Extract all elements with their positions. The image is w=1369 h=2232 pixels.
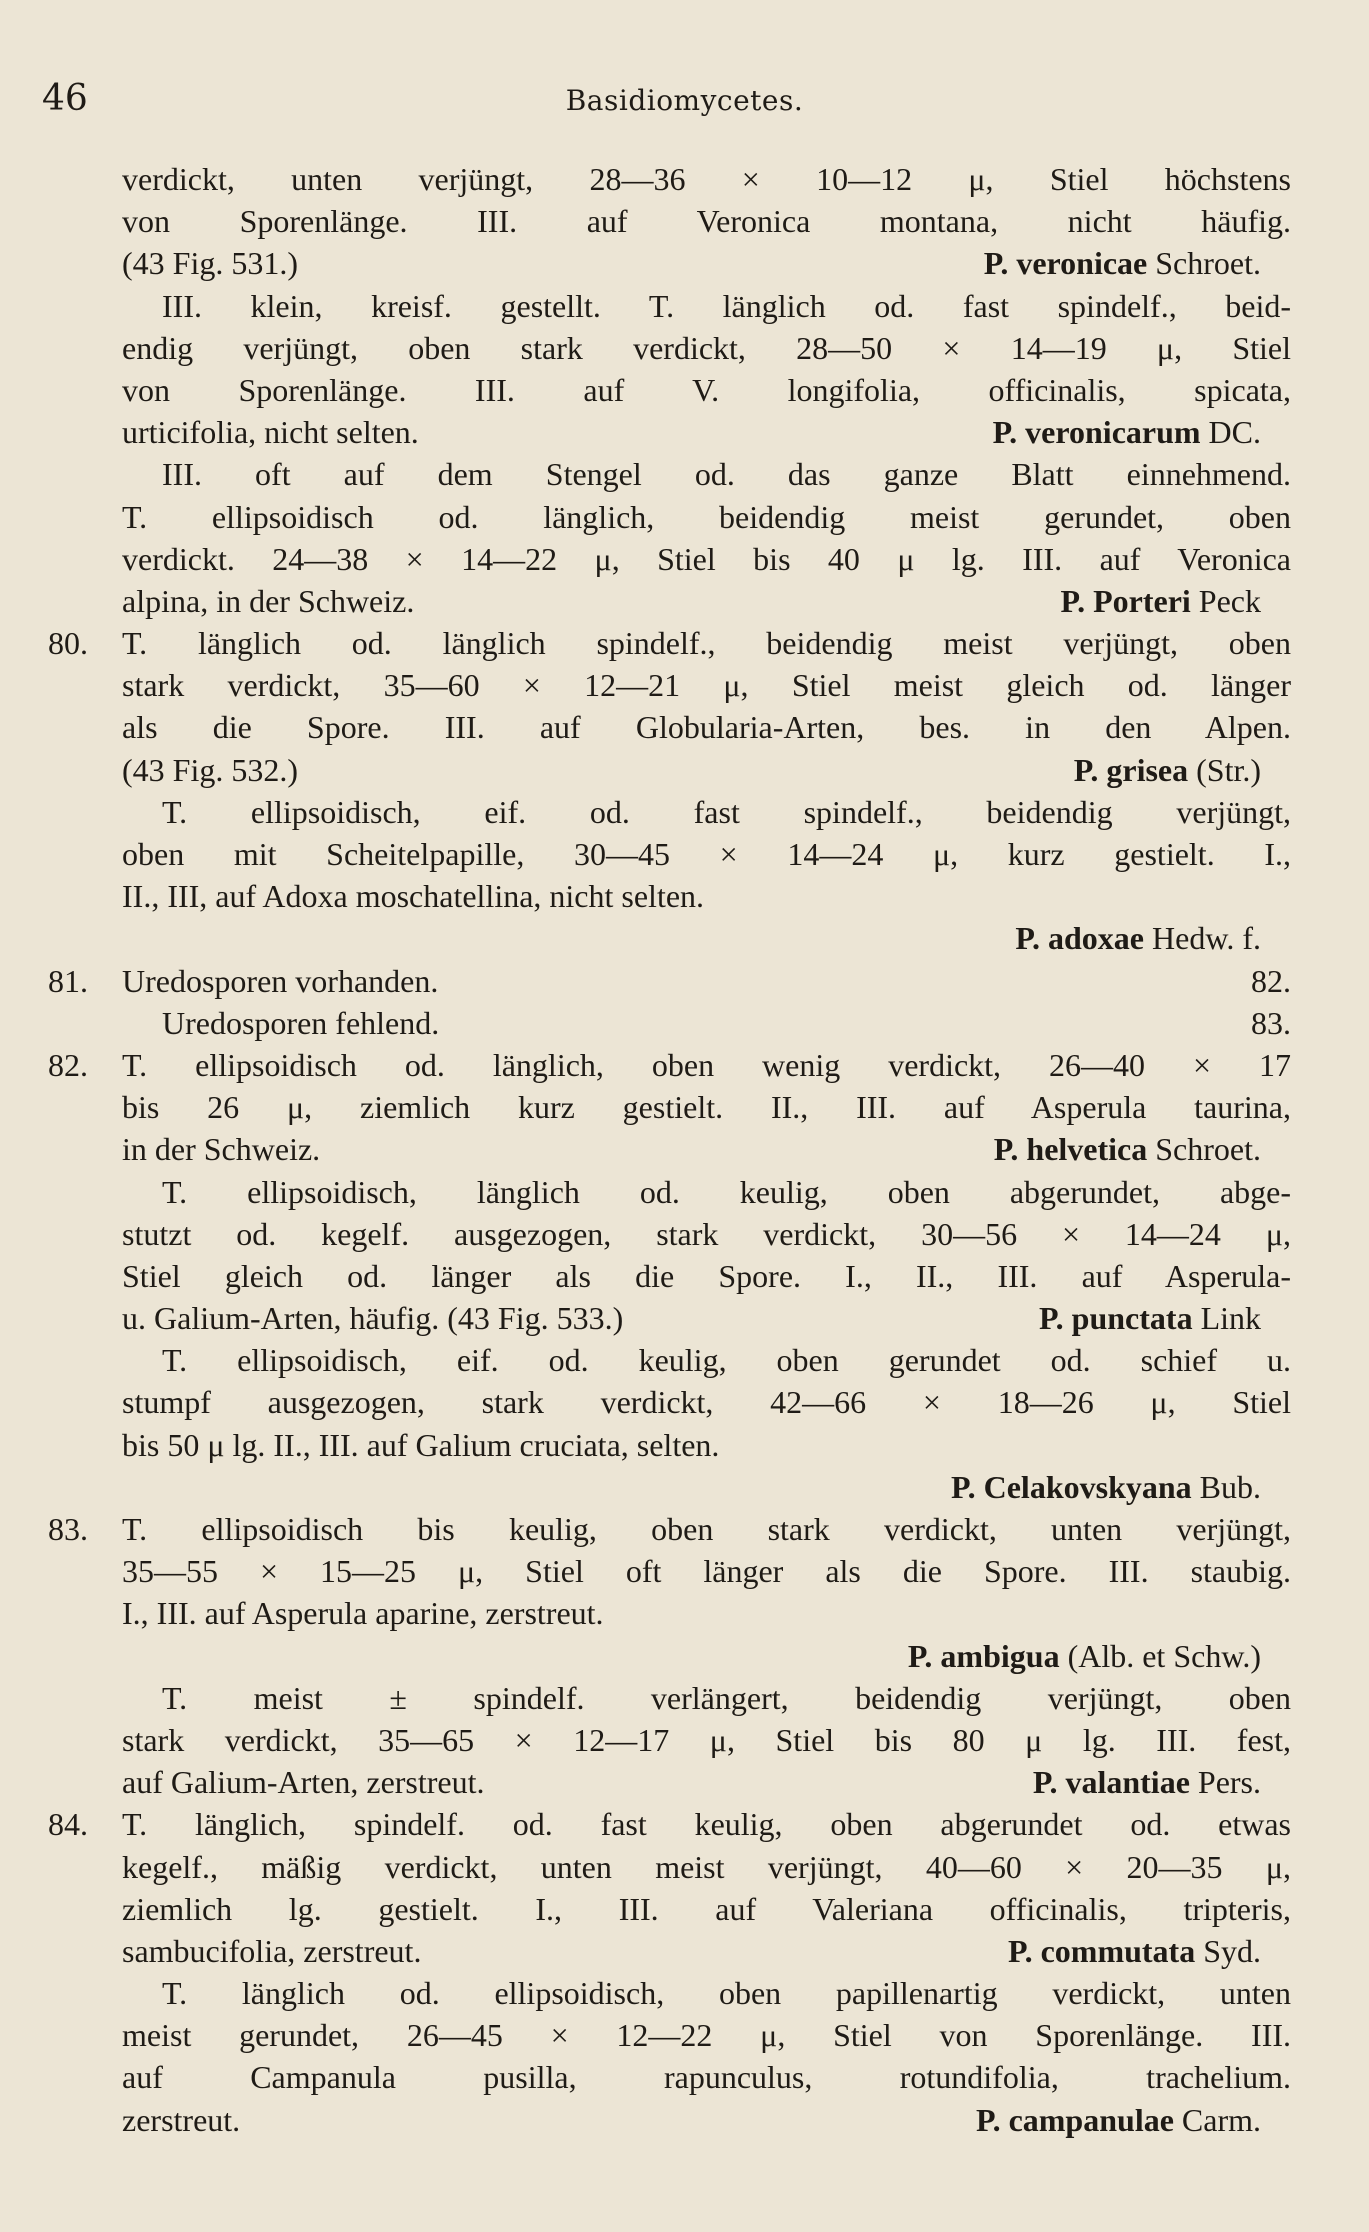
line-text: Uredosporen fehlend. [162, 1004, 440, 1041]
text-line [0, 791, 1369, 833]
text-line [0, 1128, 1369, 1170]
species-name [1039, 1297, 1261, 1339]
text-line [0, 2014, 1369, 2056]
line-text: ziemlich lg. gestielt. I., III. auf Valeriana officinalis, tripteris, [122, 1890, 1291, 1927]
line-text: alpina, in der Schweiz. [122, 582, 415, 619]
line-text: III. klein, kreisf. gestellt. T. länglich od. fast spindelf., beid- [162, 287, 1291, 324]
line-text: I., III. auf Asperula aparine, zerstreut. [122, 1595, 604, 1632]
couplet-reference: 83. [1251, 1004, 1291, 1041]
line-text: Stiel gleich od. länger als die Spore. I., II., III. auf Asperula- [122, 1257, 1291, 1294]
species-author: Schroet. [1147, 1131, 1261, 1168]
species-binomial: P. ambigua [907, 1637, 1060, 1674]
species-binomial: P. commutata [1007, 1932, 1196, 1969]
line-text: T. länglich od. länglich spindelf., beidendig meist verjüngt, oben [122, 625, 1291, 662]
text-line [0, 622, 1369, 664]
text-line [0, 538, 1369, 580]
line-text: auf Campanula pusilla, rapunculus, rotundifolia, trachelium. [122, 2059, 1291, 2096]
species-author: Pers. [1189, 1764, 1261, 1801]
line-text: bis 26 μ, ziemlich kurz gestielt. II., III. auf Asperula taurina, [122, 1089, 1291, 1126]
text-line [0, 453, 1369, 495]
text-line [0, 2056, 1369, 2098]
text-line [0, 960, 1369, 1002]
line-text: II., III, auf Adoxa moschatellina, nicht selten. [122, 878, 705, 915]
line-text: stumpf ausgezogen, stark verdickt, 42—66 × 18—26 μ, Stiel [122, 1384, 1291, 1421]
text-line [0, 833, 1369, 875]
line-text: von Sporenlänge. III. auf V. longifolia, officinalis, spicata, [122, 371, 1291, 408]
text-line [0, 242, 1369, 284]
species-binomial: P. Celakovskyana [951, 1468, 1192, 1505]
species-author: Link [1192, 1300, 1261, 1337]
species-name [1008, 1930, 1261, 1972]
line-text: verdickt, unten verjüngt, 28—36 × 10—12 μ, Stiel höchstens [122, 161, 1291, 197]
species-author: Hedw. f. [1144, 920, 1261, 957]
species-binomial: P. veronicae [983, 245, 1148, 282]
text-line [0, 200, 1369, 242]
line-text: Uredosporen vorhanden. [122, 962, 439, 999]
text-line [0, 1592, 1369, 1634]
species-binomial: P. punctata [1039, 1300, 1193, 1337]
page-number: 46 [42, 78, 88, 119]
text-line [0, 1381, 1369, 1423]
text-line [0, 1803, 1369, 1845]
species-name [1033, 1761, 1261, 1803]
species-name [976, 2099, 1261, 2141]
text-line [0, 369, 1369, 411]
line-text: (43 Fig. 532.) [122, 751, 298, 788]
text-line [0, 2099, 1369, 2141]
text-line [0, 1930, 1369, 1972]
text-line [0, 1508, 1369, 1550]
line-text: kegelf., mäßig verdickt, unten meist verjüngt, 40—60 × 20—35 μ, [122, 1848, 1291, 1885]
text-line [0, 327, 1369, 369]
species-author: (Alb. et Schw.) [1059, 1637, 1261, 1674]
line-text: T. meist ± spindelf. verlängert, beidendig verjüngt, oben [162, 1679, 1291, 1716]
species-binomial: P. Porteri [1060, 582, 1191, 619]
text-line [0, 1171, 1369, 1213]
species-name [993, 411, 1261, 453]
species-name [1015, 917, 1261, 959]
line-text: T. länglich od. ellipsoidisch, oben papillenartig verdickt, unten [162, 1975, 1291, 2012]
species-author: Syd. [1195, 1932, 1261, 1969]
text-line [0, 706, 1369, 748]
line-text: T. ellipsoidisch bis keulig, oben stark verdickt, unten verjüngt, [122, 1511, 1291, 1547]
line-text: T. ellipsoidisch, eif. od. fast spindelf., beidendig verjüngt, [162, 793, 1291, 830]
couplet-number: 81. [48, 962, 88, 999]
couplet-reference: 82. [1251, 962, 1291, 999]
line-text: zerstreut. [122, 2101, 241, 2138]
text-line [0, 1719, 1369, 1761]
line-text: bis 50 μ lg. II., III. auf Galium cruciata, selten. [122, 1426, 720, 1463]
line-text: stutzt od. kegelf. ausgezogen, stark verdickt, 30—56 × 14—24 μ, [122, 1215, 1291, 1252]
text-line [0, 1339, 1369, 1381]
page-header [0, 78, 1369, 128]
species-binomial: P. campanulae [975, 2101, 1174, 2138]
line-text: (43 Fig. 531.) [122, 245, 298, 282]
species-binomial: P. valantiae [1032, 1764, 1190, 1801]
species-binomial: P. veronicarum [992, 414, 1201, 451]
text-line [0, 1255, 1369, 1297]
text-line [0, 1086, 1369, 1128]
text-line [0, 1213, 1369, 1255]
line-text: endig verjüngt, oben stark verdickt, 28—50 × 14—19 μ, Stiel [122, 329, 1291, 366]
line-text: auf Galium-Arten, zerstreut. [122, 1764, 485, 1801]
text-line [0, 1761, 1369, 1803]
text-line [0, 1888, 1369, 1930]
species-name [908, 1635, 1261, 1677]
species-author: (Str.) [1188, 751, 1261, 788]
species-author: DC. [1200, 414, 1261, 451]
text-line [0, 1044, 1369, 1086]
species-name [1060, 580, 1261, 622]
text-line [0, 1297, 1369, 1339]
text-line [0, 1424, 1369, 1466]
text-line [0, 1635, 1369, 1677]
species-binomial: P. helvetica [993, 1131, 1148, 1168]
line-text: stark verdickt, 35—65 × 12—17 μ, Stiel bis 80 μ lg. III. fest, [122, 1721, 1291, 1758]
text-line [0, 580, 1369, 622]
line-text: u. Galium-Arten, häufig. (43 Fig. 533.) [122, 1300, 624, 1337]
text-line [0, 496, 1369, 538]
species-name [994, 1128, 1261, 1170]
species-name [951, 1466, 1261, 1508]
text-line [0, 1466, 1369, 1508]
line-text: oben mit Scheitelpapille, 30—45 × 14—24 μ, kurz gestielt. I., [122, 836, 1291, 872]
species-name [1074, 749, 1261, 791]
line-text: T. ellipsoidisch, eif. od. keulig, oben gerundet od. schief u. [162, 1342, 1291, 1379]
line-text: in der Schweiz. [122, 1131, 321, 1168]
running-title: Basidiomycetes. [565, 84, 804, 117]
species-binomial: P. adoxae [1015, 920, 1144, 957]
species-author: Peck [1190, 582, 1261, 619]
line-text: verdickt. 24—38 × 14—22 μ, Stiel bis 40 μ lg. III. auf Veronica [122, 540, 1291, 577]
line-text: T. ellipsoidisch od. länglich, oben wenig verdickt, 26—40 × 17 [122, 1046, 1291, 1083]
species-author: Bub. [1191, 1468, 1261, 1505]
text-line [0, 158, 1369, 200]
species-author: Schroet. [1147, 245, 1261, 282]
line-text: als die Spore. III. auf Globularia-Arten, bes. in den Alpen. [122, 709, 1291, 746]
species-author: Carm. [1173, 2101, 1261, 2138]
line-text: meist gerundet, 26—45 × 12—22 μ, Stiel von Sporenlänge. III. [122, 2017, 1291, 2054]
text-line [0, 875, 1369, 917]
couplet-number: 80. [48, 625, 88, 662]
text-line [0, 411, 1369, 453]
couplet-number: 83. [48, 1511, 88, 1547]
text-line [0, 1972, 1369, 2014]
line-text: von Sporenlänge. III. auf Veronica montana, nicht häufig. [122, 203, 1291, 240]
line-text: T. länglich, spindelf. od. fast keulig, oben abgerundet od. etwas [122, 1806, 1291, 1843]
line-text: T. ellipsoidisch, länglich od. keulig, oben abgerundet, abge- [162, 1173, 1291, 1210]
text-line [0, 1677, 1369, 1719]
text-line [0, 749, 1369, 791]
couplet-number: 82. [48, 1046, 88, 1083]
text-line [0, 285, 1369, 327]
text-line [0, 664, 1369, 706]
text-line [0, 1002, 1369, 1044]
line-text: stark verdickt, 35—60 × 12—21 μ, Stiel meist gleich od. länger [122, 667, 1291, 704]
line-text: III. oft auf dem Stengel od. das ganze Blatt einnehmend. [162, 456, 1291, 493]
species-binomial: P. grisea [1073, 751, 1189, 788]
line-text: sambucifolia, zerstreut. [122, 1932, 422, 1969]
text-line [0, 917, 1369, 959]
key-text [0, 158, 1369, 2141]
line-text: 35—55 × 15—25 μ, Stiel oft länger als die Spore. III. staubig. [122, 1553, 1291, 1590]
text-line [0, 1846, 1369, 1888]
couplet-number: 84. [48, 1806, 88, 1843]
text-line [0, 1550, 1369, 1592]
line-text: T. ellipsoidisch od. länglich, beidendig meist gerundet, oben [122, 498, 1291, 535]
line-text: urticifolia, nicht selten. [122, 414, 419, 451]
species-name [984, 242, 1261, 284]
